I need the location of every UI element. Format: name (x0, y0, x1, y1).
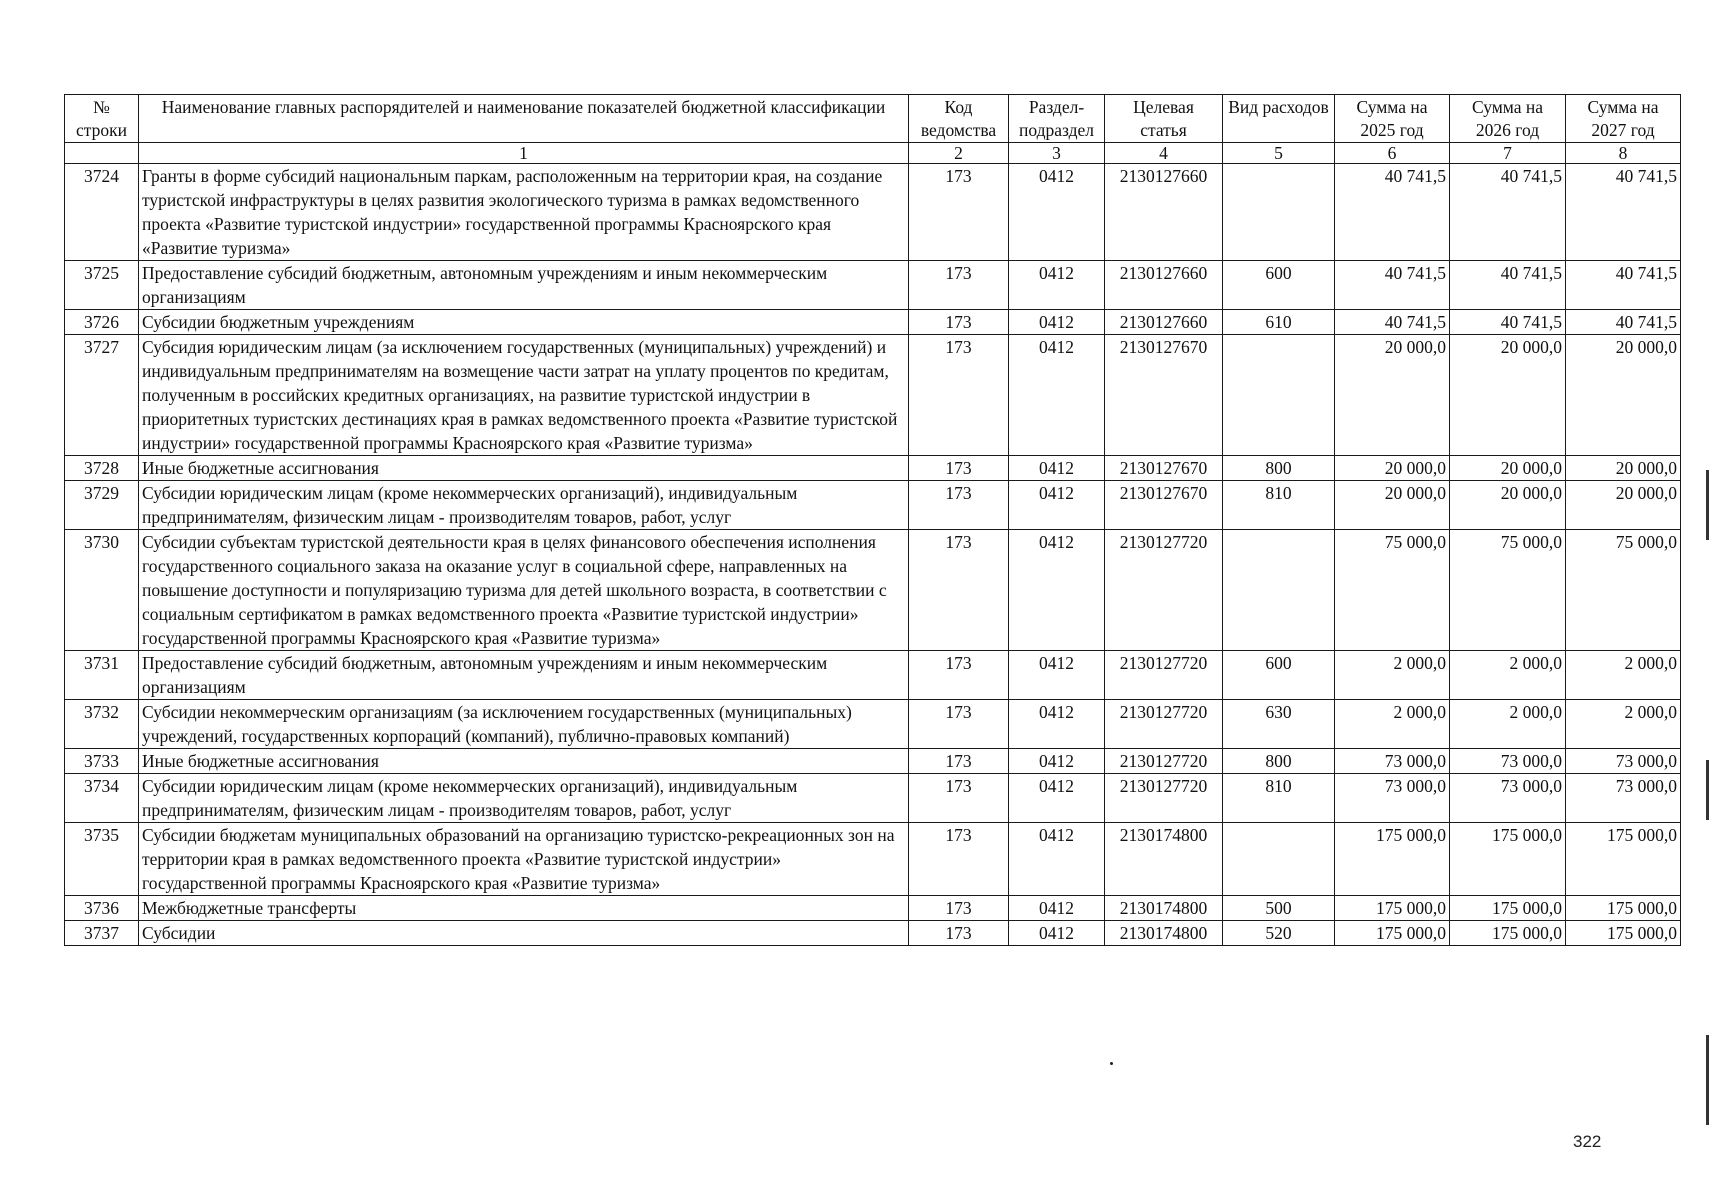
target-code: 2130127670 (1105, 481, 1223, 530)
target-code: 2130174800 (1105, 921, 1223, 946)
table-row (65, 823, 1681, 896)
budget-table (64, 94, 1681, 946)
header-sum-2026: Сумма на 2026 год (1450, 95, 1566, 143)
expense-type-code: 500 (1223, 896, 1335, 921)
row-number: 3724 (65, 164, 139, 261)
sum-2027: 175 000,0 (1566, 823, 1681, 896)
sum-2026: 175 000,0 (1450, 896, 1566, 921)
row-name: Субсидия юридическим лицам (за исключением государственных (муниципальных) учреждений) и индивидуальным предпринимателям на возмещение части затрат на уплату процентов по кредитам, полученным в российских кредитных организациях, на развитие туристской индустрии в приоритетных туристских дестинациях края в рамках ведомственного проекта «Развитие туристской индустрии» государственной программы Красноярского края «Развитие туризма» (139, 335, 909, 456)
section-code: 0412 (1009, 774, 1105, 823)
header-target: Целевая статья (1105, 95, 1223, 143)
table-row (65, 164, 1681, 261)
scan-edge-mark (1706, 470, 1709, 540)
header-expense-type: Вид расходов (1223, 95, 1335, 143)
table-row (65, 651, 1681, 700)
sum-2025: 175 000,0 (1335, 896, 1450, 921)
expense-type-code: 800 (1223, 456, 1335, 481)
section-code: 0412 (1009, 164, 1105, 261)
sum-2027: 73 000,0 (1566, 749, 1681, 774)
section-code: 0412 (1009, 921, 1105, 946)
row-name: Субсидии бюджетам муниципальных образований на организацию туристско-рекреационных зон на территории края в рамках ведомственного проекта «Развитие туристской индустрии» государственной программы Красноярского края «Развитие туризма» (139, 823, 909, 896)
dept-code: 173 (909, 310, 1009, 335)
row-number: 3737 (65, 921, 139, 946)
sum-2025: 40 741,5 (1335, 164, 1450, 261)
row-number: 3733 (65, 749, 139, 774)
sum-2026: 75 000,0 (1450, 530, 1566, 651)
sum-2025: 175 000,0 (1335, 921, 1450, 946)
target-code: 2130127720 (1105, 530, 1223, 651)
sum-2027: 73 000,0 (1566, 774, 1681, 823)
sum-2027: 20 000,0 (1566, 456, 1681, 481)
sum-2027: 40 741,5 (1566, 164, 1681, 261)
page-number: 322 (1573, 1132, 1602, 1151)
header-row-no: № строки (65, 95, 139, 143)
row-number: 3726 (65, 310, 139, 335)
dept-code: 173 (909, 261, 1009, 310)
target-code: 2130127660 (1105, 310, 1223, 335)
column-number: 1 (139, 143, 909, 164)
target-code: 2130127670 (1105, 456, 1223, 481)
table-row (65, 310, 1681, 335)
column-number: 3 (1009, 143, 1105, 164)
row-number: 3734 (65, 774, 139, 823)
dept-code: 173 (909, 335, 1009, 456)
sum-2025: 40 741,5 (1335, 310, 1450, 335)
section-code: 0412 (1009, 700, 1105, 749)
sum-2026: 2 000,0 (1450, 651, 1566, 700)
sum-2027: 40 741,5 (1566, 310, 1681, 335)
target-code: 2130127670 (1105, 335, 1223, 456)
table-row (65, 896, 1681, 921)
table-row (65, 700, 1681, 749)
dept-code: 173 (909, 896, 1009, 921)
expense-type-code (1223, 530, 1335, 651)
section-code: 0412 (1009, 335, 1105, 456)
row-name: Межбюджетные трансферты (139, 896, 909, 921)
sum-2025: 2 000,0 (1335, 700, 1450, 749)
column-number-blank (65, 143, 139, 164)
sum-2027: 2 000,0 (1566, 651, 1681, 700)
target-code: 2130127720 (1105, 774, 1223, 823)
sum-2026: 20 000,0 (1450, 335, 1566, 456)
scan-speck (1110, 1062, 1113, 1065)
sum-2025: 2 000,0 (1335, 651, 1450, 700)
row-name: Предоставление субсидий бюджетным, автономным учреждениям и иным некоммерческим организациям (139, 261, 909, 310)
target-code: 2130127720 (1105, 651, 1223, 700)
expense-type-code: 810 (1223, 481, 1335, 530)
row-name: Субсидии бюджетным учреждениям (139, 310, 909, 335)
table-header-row (65, 95, 1681, 143)
row-name: Субсидии юридическим лицам (кроме некоммерческих организаций), индивидуальным предпринимателям, физическим лицам - производителям товаров, работ, услуг (139, 774, 909, 823)
row-number: 3731 (65, 651, 139, 700)
header-section: Раздел-подраздел (1009, 95, 1105, 143)
dept-code: 173 (909, 823, 1009, 896)
sum-2027: 20 000,0 (1566, 481, 1681, 530)
row-name: Субсидии юридическим лицам (кроме некоммерческих организаций), индивидуальным предпринимателям, физическим лицам - производителям товаров, работ, услуг (139, 481, 909, 530)
sum-2025: 73 000,0 (1335, 749, 1450, 774)
dept-code: 173 (909, 749, 1009, 774)
sum-2027: 175 000,0 (1566, 896, 1681, 921)
sum-2026: 20 000,0 (1450, 481, 1566, 530)
dept-code: 173 (909, 651, 1009, 700)
row-name: Гранты в форме субсидий национальным паркам, расположенным на территории края, на создание туристской инфраструктуры в целях развития экологического туризма в рамках ведомственного проекта «Развитие туристской индустрии» государственной программы Красноярского края «Развитие туризма» (139, 164, 909, 261)
sum-2027: 20 000,0 (1566, 335, 1681, 456)
sum-2025: 20 000,0 (1335, 456, 1450, 481)
sum-2027: 75 000,0 (1566, 530, 1681, 651)
sum-2025: 175 000,0 (1335, 823, 1450, 896)
row-name: Субсидии некоммерческим организациям (за исключением государственных (муниципальных) учреждений, государственных корпораций (компаний), публично-правовых компаний) (139, 700, 909, 749)
dept-code: 173 (909, 700, 1009, 749)
table-row (65, 921, 1681, 946)
column-number: 2 (909, 143, 1009, 164)
sum-2026: 175 000,0 (1450, 823, 1566, 896)
dept-code: 173 (909, 164, 1009, 261)
header-name: Наименование главных распорядителей и наименование показателей бюджетной классификации (139, 95, 909, 143)
target-code: 2130127660 (1105, 261, 1223, 310)
section-code: 0412 (1009, 749, 1105, 774)
sum-2025: 75 000,0 (1335, 530, 1450, 651)
target-code: 2130127720 (1105, 749, 1223, 774)
scan-edge-mark (1706, 760, 1709, 820)
row-number: 3725 (65, 261, 139, 310)
row-number: 3736 (65, 896, 139, 921)
column-number: 4 (1105, 143, 1223, 164)
table-row (65, 456, 1681, 481)
section-code: 0412 (1009, 896, 1105, 921)
row-number: 3728 (65, 456, 139, 481)
row-number: 3735 (65, 823, 139, 896)
table-row (65, 530, 1681, 651)
expense-type-code: 600 (1223, 261, 1335, 310)
column-number: 7 (1450, 143, 1566, 164)
section-code: 0412 (1009, 823, 1105, 896)
row-name: Предоставление субсидий бюджетным, автономным учреждениям и иным некоммерческим организациям (139, 651, 909, 700)
row-name: Субсидии (139, 921, 909, 946)
sum-2026: 73 000,0 (1450, 749, 1566, 774)
sum-2025: 73 000,0 (1335, 774, 1450, 823)
expense-type-code (1223, 335, 1335, 456)
dept-code: 173 (909, 921, 1009, 946)
table-row (65, 335, 1681, 456)
sum-2027: 2 000,0 (1566, 700, 1681, 749)
column-number: 8 (1566, 143, 1681, 164)
row-number: 3732 (65, 700, 139, 749)
expense-type-code (1223, 164, 1335, 261)
target-code: 2130174800 (1105, 823, 1223, 896)
row-name: Иные бюджетные ассигнования (139, 456, 909, 481)
sum-2027: 40 741,5 (1566, 261, 1681, 310)
column-number-row (65, 143, 1681, 164)
expense-type-code: 800 (1223, 749, 1335, 774)
target-code: 2130127660 (1105, 164, 1223, 261)
target-code: 2130127720 (1105, 700, 1223, 749)
column-number: 5 (1223, 143, 1335, 164)
column-number: 6 (1335, 143, 1450, 164)
table-row (65, 774, 1681, 823)
expense-type-code (1223, 823, 1335, 896)
expense-type-code: 520 (1223, 921, 1335, 946)
header-sum-2025: Сумма на 2025 год (1335, 95, 1450, 143)
sum-2026: 40 741,5 (1450, 310, 1566, 335)
sum-2026: 40 741,5 (1450, 261, 1566, 310)
dept-code: 173 (909, 456, 1009, 481)
table-row (65, 261, 1681, 310)
sum-2025: 20 000,0 (1335, 335, 1450, 456)
expense-type-code: 630 (1223, 700, 1335, 749)
expense-type-code: 810 (1223, 774, 1335, 823)
header-sum-2027: Сумма на 2027 год (1566, 95, 1681, 143)
dept-code: 173 (909, 774, 1009, 823)
sum-2026: 20 000,0 (1450, 456, 1566, 481)
row-number: 3729 (65, 481, 139, 530)
table-row (65, 749, 1681, 774)
section-code: 0412 (1009, 456, 1105, 481)
row-name: Субсидии субъектам туристской деятельности края в целях финансового обеспечения исполнения государственного социального заказа на оказание услуг в социальной сфере, направленных на повышение доступности и популяризацию туризма для детей школьного возраста, в соответствии с социальным сертификатом в рамках ведомственного проекта «Развитие туристской индустрии» государственной программы Красноярского края «Развитие туризма» (139, 530, 909, 651)
scan-edge-mark (1706, 1035, 1709, 1125)
section-code: 0412 (1009, 530, 1105, 651)
sum-2027: 175 000,0 (1566, 921, 1681, 946)
sum-2025: 20 000,0 (1335, 481, 1450, 530)
target-code: 2130174800 (1105, 896, 1223, 921)
sum-2025: 40 741,5 (1335, 261, 1450, 310)
section-code: 0412 (1009, 651, 1105, 700)
sum-2026: 175 000,0 (1450, 921, 1566, 946)
expense-type-code: 600 (1223, 651, 1335, 700)
sum-2026: 73 000,0 (1450, 774, 1566, 823)
dept-code: 173 (909, 481, 1009, 530)
row-number: 3730 (65, 530, 139, 651)
section-code: 0412 (1009, 310, 1105, 335)
section-code: 0412 (1009, 481, 1105, 530)
section-code: 0412 (1009, 261, 1105, 310)
header-dept-code: Код ведомства (909, 95, 1009, 143)
sum-2026: 2 000,0 (1450, 700, 1566, 749)
dept-code: 173 (909, 530, 1009, 651)
expense-type-code: 610 (1223, 310, 1335, 335)
table-row (65, 481, 1681, 530)
row-number: 3727 (65, 335, 139, 456)
sum-2026: 40 741,5 (1450, 164, 1566, 261)
row-name: Иные бюджетные ассигнования (139, 749, 909, 774)
